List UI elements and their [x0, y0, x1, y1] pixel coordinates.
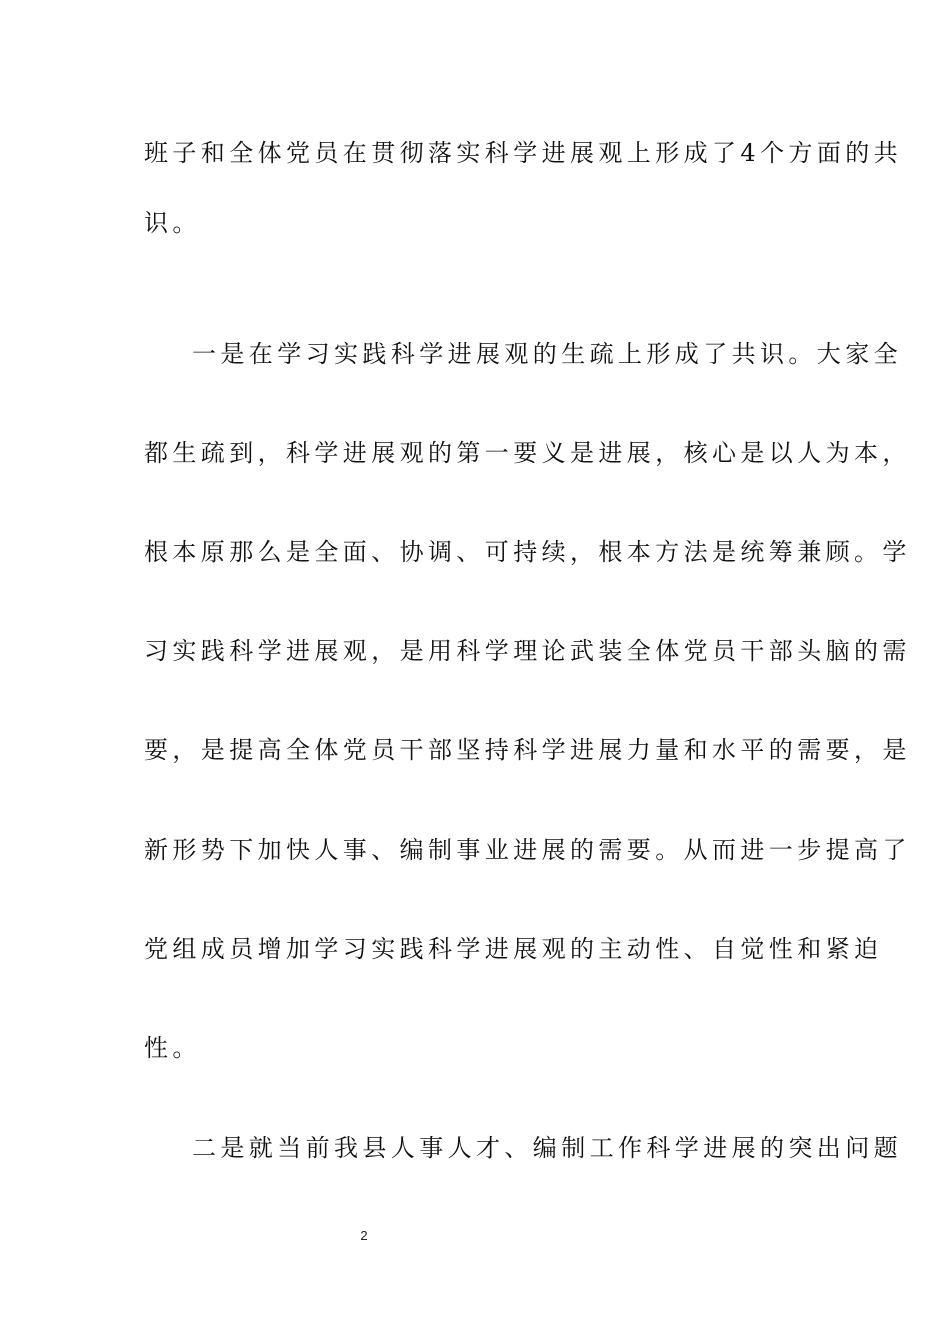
page-number: 2 [360, 1228, 368, 1243]
paragraph-line: 都生疏到，科学进展观的第一要义是进展，核心是以人为本， [144, 439, 911, 467]
paragraph-line: 新形势下加快人事、编制事业进展的需要。从而进一步提高了 [144, 836, 911, 864]
paragraph-line: 识。 [144, 209, 201, 237]
paragraph-line: 根本原那么是全面、协调、可持续，根本方法是统筹兼顾。学 [144, 538, 911, 566]
paragraph-line: 性。 [144, 1034, 201, 1062]
paragraph-line: 一是在学习实践科学进展观的生疏上形成了共识。大家全 [192, 340, 902, 368]
paragraph-line: 二是就当前我县人事人才、编制工作科学进展的突出问题 [192, 1134, 902, 1162]
paragraph-line: 习实践科学进展观，是用科学理论武装全体党员干部头脑的需 [144, 637, 911, 665]
paragraph-line: 要，是提高全体党员干部坚持科学进展力量和水平的需要，是 [144, 736, 911, 764]
paragraph-line: 班子和全体党员在贯彻落实科学进展观上形成了4个方面的共 [144, 139, 903, 167]
paragraph-line: 党组成员增加学习实践科学进展观的主动性、自觉性和紧迫 [144, 935, 883, 963]
